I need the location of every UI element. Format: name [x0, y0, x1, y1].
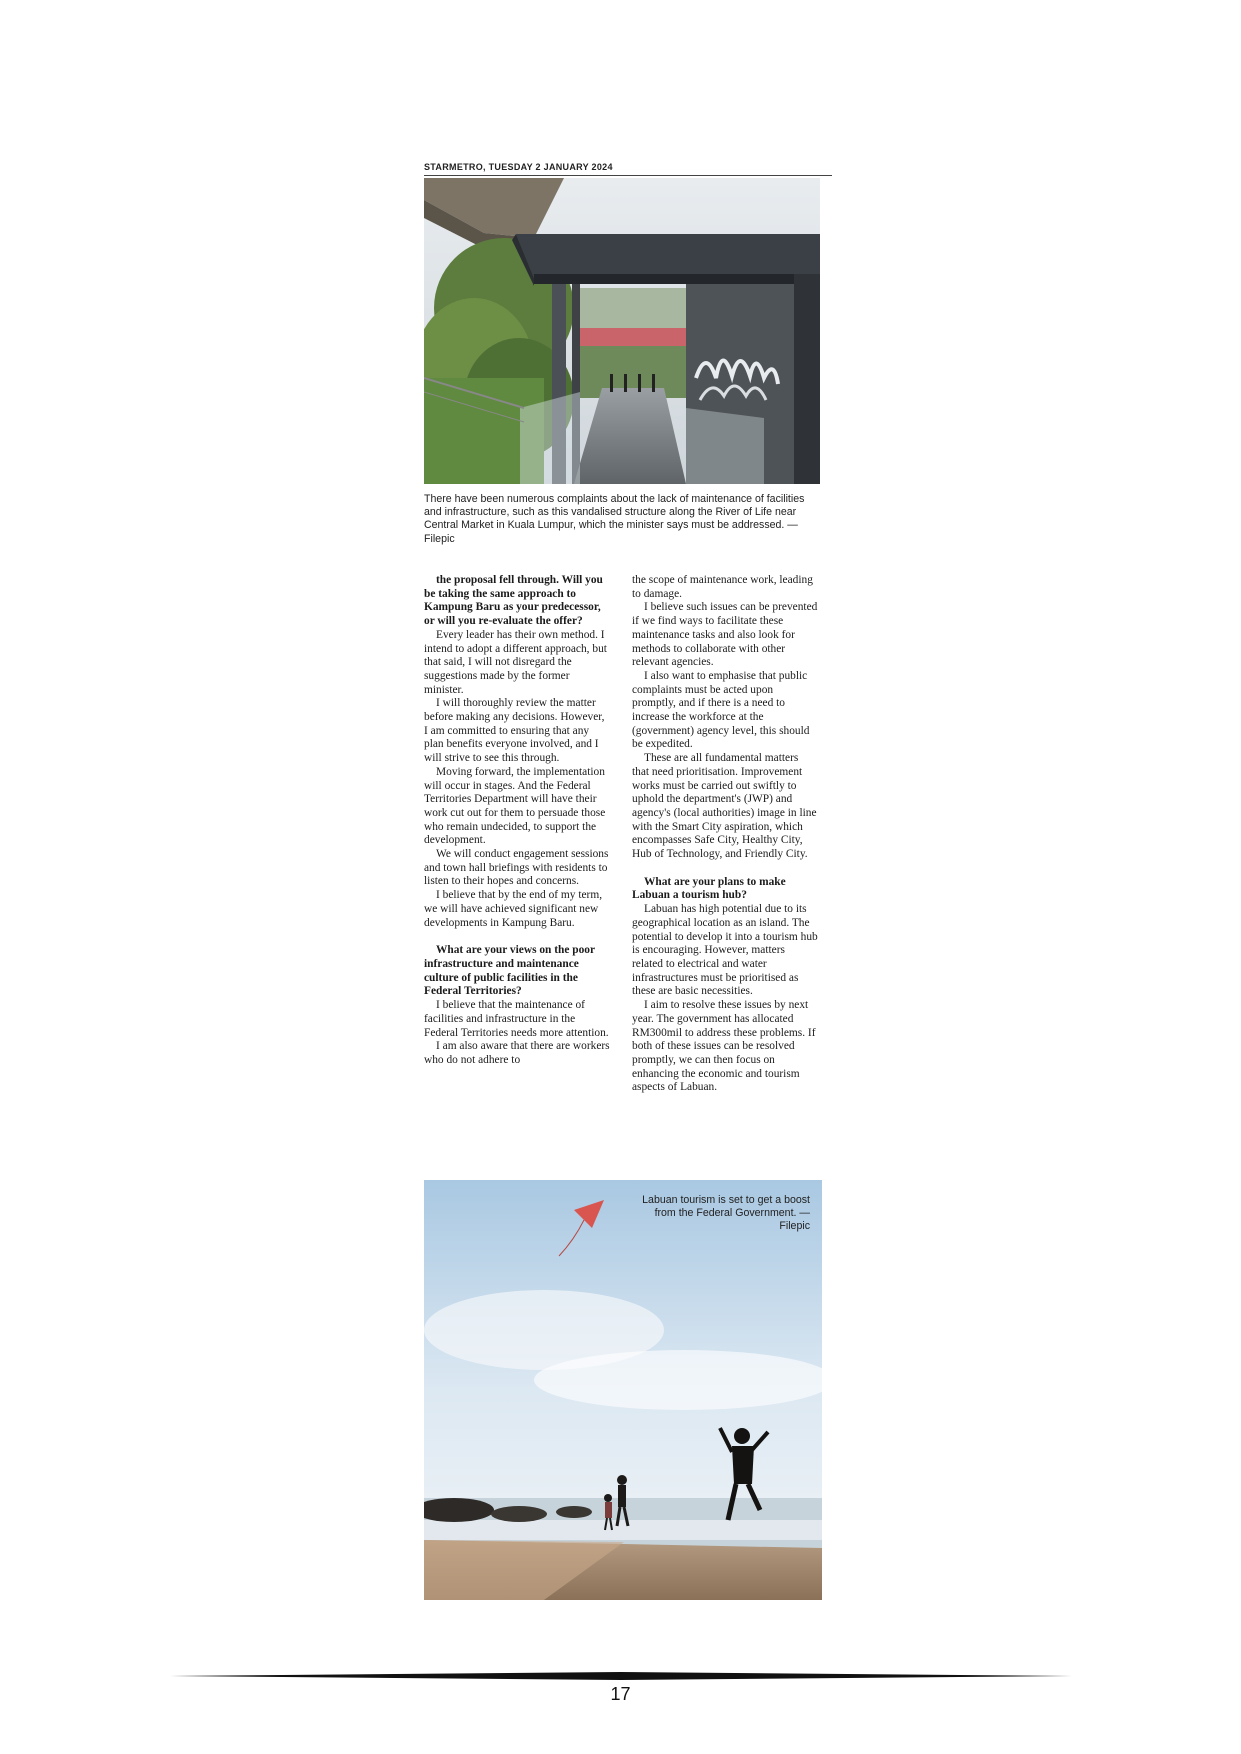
- photo-caption-top: There have been numerous complaints about the lack of maintenance of facilities and infrastructure, such as this vandalised structure along the River of Life near Central Market in Kuala Lumpur, which the minister says must be addressed. — Filepic: [424, 493, 805, 545]
- paragraph: Labuan has high potential due to its geographical location as an island. The potential to develop it into a tourism hub is encouraging. However, matters related to electrical and water infrastructures must be prioritised as these are basic necessities.: [632, 903, 818, 998]
- paragraph: I believe that the maintenance of facilities and infrastructure in the Federal Territories needs more attention.: [424, 999, 609, 1039]
- interview-question: the proposal fell through. Will you be taking the same approach to Kampung Baru as your predecessor, or will you re-evaluate the offer?: [424, 574, 603, 628]
- paragraph: I also want to emphasise that public complaints must be acted upon promptly, and if there is a need to increase the workforce at the (government) agency level, this should be expedited.: [632, 669, 810, 751]
- interview-question: What are your plans to make Labuan a tourism hub?: [632, 875, 786, 902]
- paragraph: I believe such issues can be prevented if we find ways to facilitate these maintenance tasks and also look for methods to collaborate with other relevant agencies.: [632, 601, 818, 669]
- paragraph: I am also aware that there are workers who do not adhere to: [424, 1040, 610, 1066]
- paragraph: We will conduct engagement sessions and town hall briefings with residents to listen to their hopes and concerns.: [424, 848, 609, 888]
- paragraph: the scope of maintenance work, leading to damage.: [632, 574, 813, 600]
- page-number: 17: [610, 1684, 631, 1704]
- newspaper-header: STARMETRO, TUESDAY 2 JANUARY 2024: [424, 162, 832, 176]
- interview-question: What are your views on the poor infrastructure and maintenance culture of public facilities in the Federal Territories?: [424, 944, 595, 998]
- paragraph: Moving forward, the implementation will occur in stages. And the Federal Territories Department will have their work cut out for them to persuade those who remain undecided, to support the development.: [424, 765, 606, 847]
- photo-caption-bottom: Labuan tourism is set to get a boost from the Federal Government. — Filepic: [642, 1194, 810, 1233]
- article-column-right: [632, 574, 818, 1095]
- paragraph: These are all fundamental matters that need prioritisation. Improvement works must be carried out swiftly to uphold the department's (JWP) and agency's (local authorities) image in line with the Smart City aspiration, which encompasses Safe City, Healthy City, Hub of Technology, and Friendly City.: [632, 752, 817, 861]
- footer-rule: [170, 1672, 1072, 1680]
- paragraph: I believe that by the end of my term, we will have achieved significant new developments in Kampung Baru.: [424, 889, 603, 929]
- article-column-left: [424, 574, 610, 1068]
- labuan-beach-photo: [424, 1180, 822, 1600]
- paragraph: I aim to resolve these issues by next year. The government has allocated RM300mil to address these problems. If both of these issues can be resolved promptly, we can then focus on enhancing the economic and tourism aspects of Labuan.: [632, 999, 816, 1094]
- paragraph: Every leader has their own method. I intend to adopt a different approach, but that said, I will not disregard the suggestions made by the former minister.: [424, 628, 607, 696]
- vandalised-structure-photo: [424, 178, 820, 484]
- paragraph: I will thoroughly review the matter before making any decisions. However, I am committed to ensuring that any plan benefits everyone involved, and I will strive to see this through.: [424, 697, 605, 765]
